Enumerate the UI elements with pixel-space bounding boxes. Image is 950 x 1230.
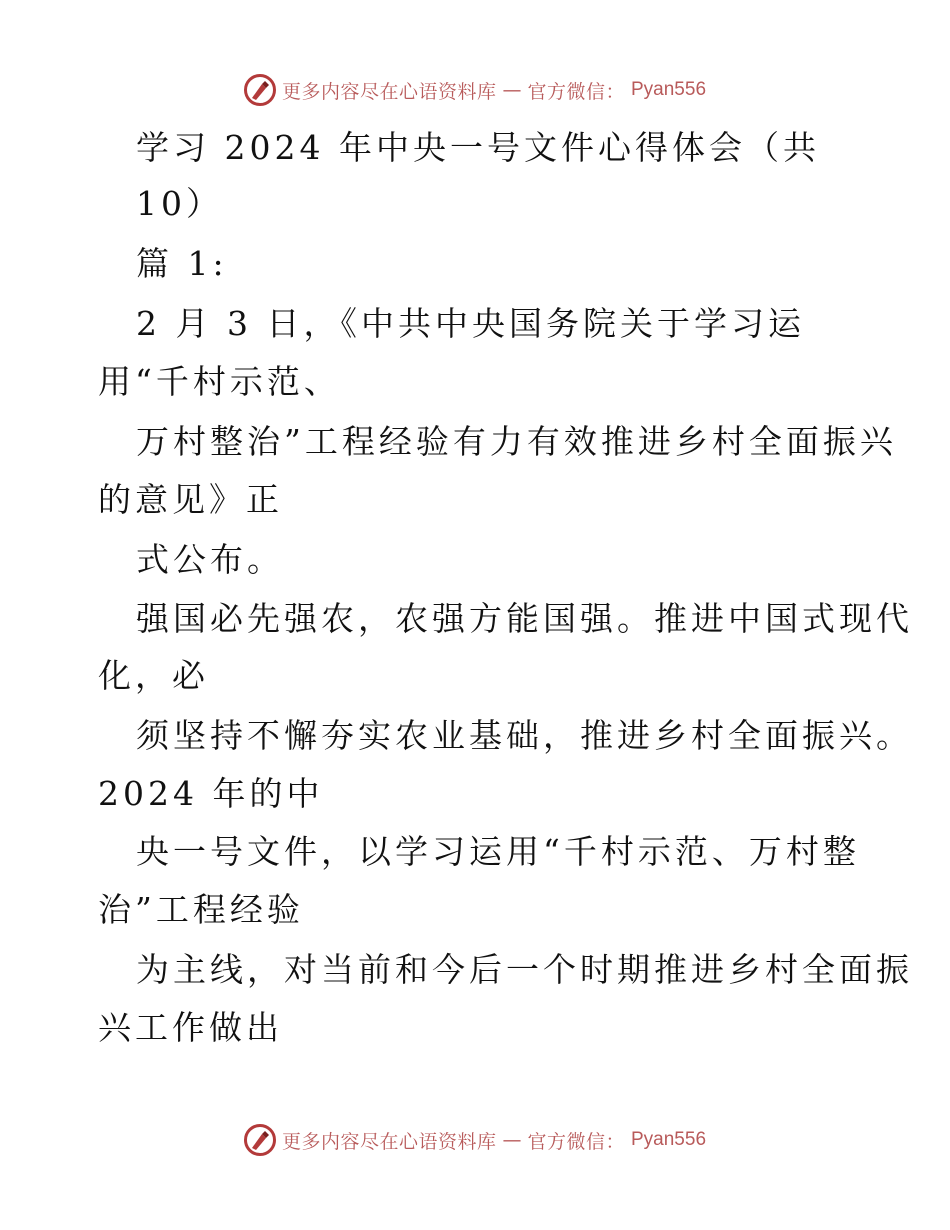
document-title-line-1: 学习 2024 年中央一号文件心得体会（共 (136, 128, 820, 167)
watermark-wechat-id: Pyan556 (631, 1129, 707, 1150)
watermark-wechat-label: 官方微信： (527, 80, 625, 103)
watermark-wechat-id: Pyan556 (631, 79, 707, 100)
text-line: 的意见》正 (98, 480, 283, 519)
section-heading: 篇 1: (136, 244, 228, 283)
document-title-line-2: 10） (136, 184, 223, 223)
watermark-text: 更多内容尽在心语资料库 (281, 1130, 497, 1153)
pen-logo-icon (244, 1124, 276, 1156)
watermark-separator: — (502, 79, 522, 101)
text-line: 强国必先强农，农强方能国强。推进中国式现代 (136, 599, 913, 638)
text-line: 2 月 3 日，《中共中央国务院关于学习运 (136, 304, 805, 343)
watermark-wechat-label: 官方微信： (527, 1130, 625, 1153)
text-line: 2024 年的中 (98, 774, 324, 813)
watermark-text: 更多内容尽在心语资料库 (281, 80, 497, 103)
footer-watermark (0, 1120, 950, 1160)
text-line: 万村整治”工程经验有力有效推进乡村全面振兴 (136, 422, 897, 461)
text-line: 须坚持不懈夯实农业基础，推进乡村全面振兴。 (136, 716, 913, 755)
watermark-separator: — (502, 1129, 522, 1151)
text-line: 央一号文件，以学习运用“千村示范、万村整 (136, 832, 860, 871)
text-line: 式公布。 (136, 540, 284, 579)
text-line: 兴工作做出 (98, 1008, 283, 1047)
pen-logo-icon (244, 74, 276, 106)
header-watermark (0, 70, 950, 110)
text-line: 治”工程经验 (98, 890, 304, 929)
text-line: 化，必 (98, 656, 209, 695)
text-line: 为主线，对当前和今后一个时期推进乡村全面振 (136, 950, 913, 989)
text-line: 用“千村示范、 (98, 362, 341, 401)
